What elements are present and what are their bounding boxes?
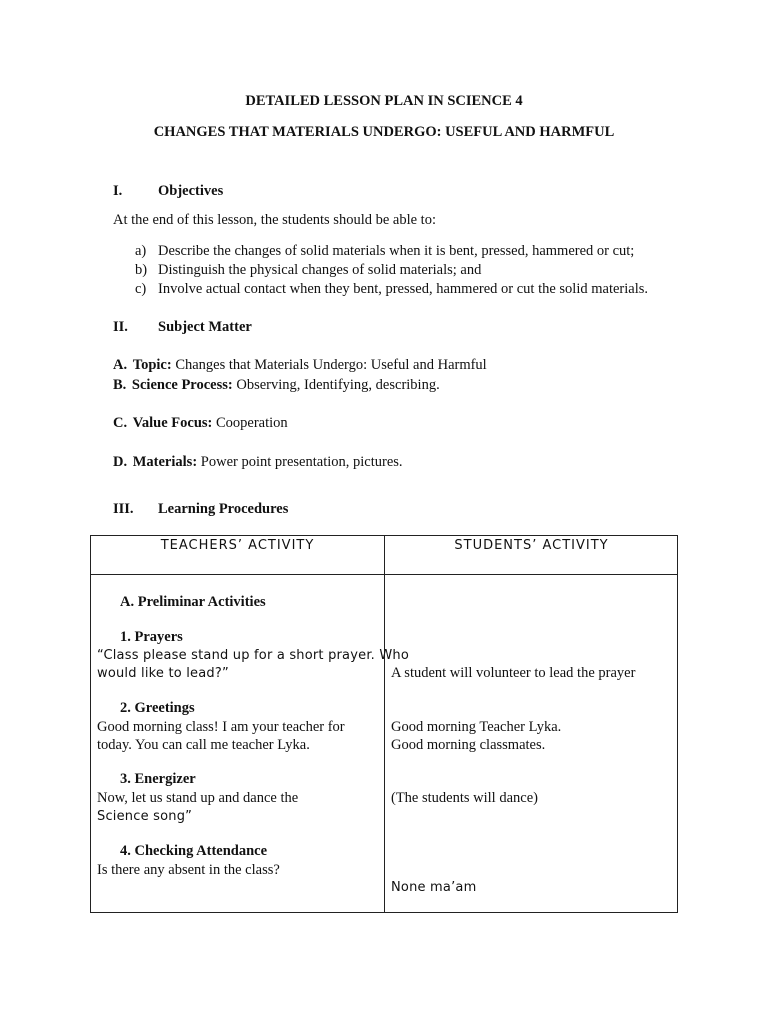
greetings-student-response: Good morning Teacher Lyka. (391, 719, 562, 735)
teachers-activity-header: TEACHERS’ ACTIVITY (160, 538, 315, 553)
greetings-teacher-line: Good morning class! I am your teacher for (97, 719, 345, 735)
energizer-teacher-line: Now, let us stand up and dance the (97, 790, 299, 806)
subject-item-label: Value Focus: (132, 415, 213, 431)
procedures-heading: Learning Procedures (158, 501, 289, 517)
subject-item-letter: A. (113, 357, 128, 373)
objectives-heading: Objectives (158, 183, 224, 199)
objective-letter: c) (135, 281, 147, 297)
subject-item-label: Materials: (132, 454, 198, 470)
subject-item-letter: C. (113, 415, 128, 431)
greetings-teacher-line: today. You can call me teacher Lyka. (97, 737, 310, 753)
prayers-teacher-line: “Class please stand up for a short prayer. Who (97, 648, 409, 663)
prayers-student-response: A student will volunteer to lead the prayer (391, 665, 636, 681)
objective-letter: b) (135, 262, 148, 278)
subject-item-value: Observing, Identifying, describing. (232, 377, 440, 393)
objective-text: Involve actual contact when they bent, pressed, hammered or cut the solid materials. (158, 281, 649, 297)
subject-item-value: Cooperation (212, 415, 288, 431)
procedures-numeral: III. (113, 501, 134, 517)
subject-matter-numeral: II. (113, 319, 128, 335)
energizer-teacher-line: Science song” (97, 809, 193, 824)
subject-item-label: Science Process: (131, 377, 233, 393)
energizer-student-response: (The students will dance) (391, 790, 538, 806)
energizer-heading: 3. Energizer (120, 771, 196, 787)
subject-item-process (113, 377, 440, 394)
subject-item-letter: D. (113, 454, 128, 470)
subject-item-label: Topic: (132, 357, 172, 373)
objective-letter: a) (135, 243, 147, 259)
attendance-heading: 4. Checking Attendance (120, 843, 268, 859)
students-activity-header: STUDENTS’ ACTIVITY (454, 538, 609, 553)
attendance-teacher-line: Is there any absent in the class? (97, 862, 280, 878)
subject-matter-heading: Subject Matter (158, 319, 252, 335)
subject-item-topic (113, 357, 487, 374)
subject-item-letter: B. (113, 377, 127, 393)
subject-item-value: Changes that Materials Undergo: Useful and Harmful (171, 357, 487, 373)
prayers-heading: 1. Prayers (120, 629, 183, 645)
attendance-student-response: None ma’am (391, 880, 477, 895)
subject-item-materials (113, 454, 403, 471)
subject-item-value: Power point presentation, pictures. (197, 454, 403, 470)
greetings-student-response: Good morning classmates. (391, 737, 546, 753)
prayers-teacher-line: would like to lead?” (97, 666, 229, 681)
objective-text: Distinguish the physical changes of solid materials; and (158, 262, 482, 278)
section-heading: A. Preliminar Activities (120, 594, 266, 610)
document-subtitle: CHANGES THAT MATERIALS UNDERGO: USEFUL AND HARMFUL (153, 124, 615, 140)
greetings-heading: 2. Greetings (120, 700, 195, 716)
objective-text: Describe the changes of solid materials when it is bent, pressed, hammered or cut; (158, 243, 635, 259)
objectives-intro: At the end of this lesson, the students should be able to: (113, 212, 436, 228)
objectives-numeral: I. (113, 183, 123, 199)
document-title: DETAILED LESSON PLAN IN SCIENCE 4 (245, 93, 523, 109)
table-column-divider (384, 536, 385, 912)
subject-item-value-focus (113, 415, 288, 432)
